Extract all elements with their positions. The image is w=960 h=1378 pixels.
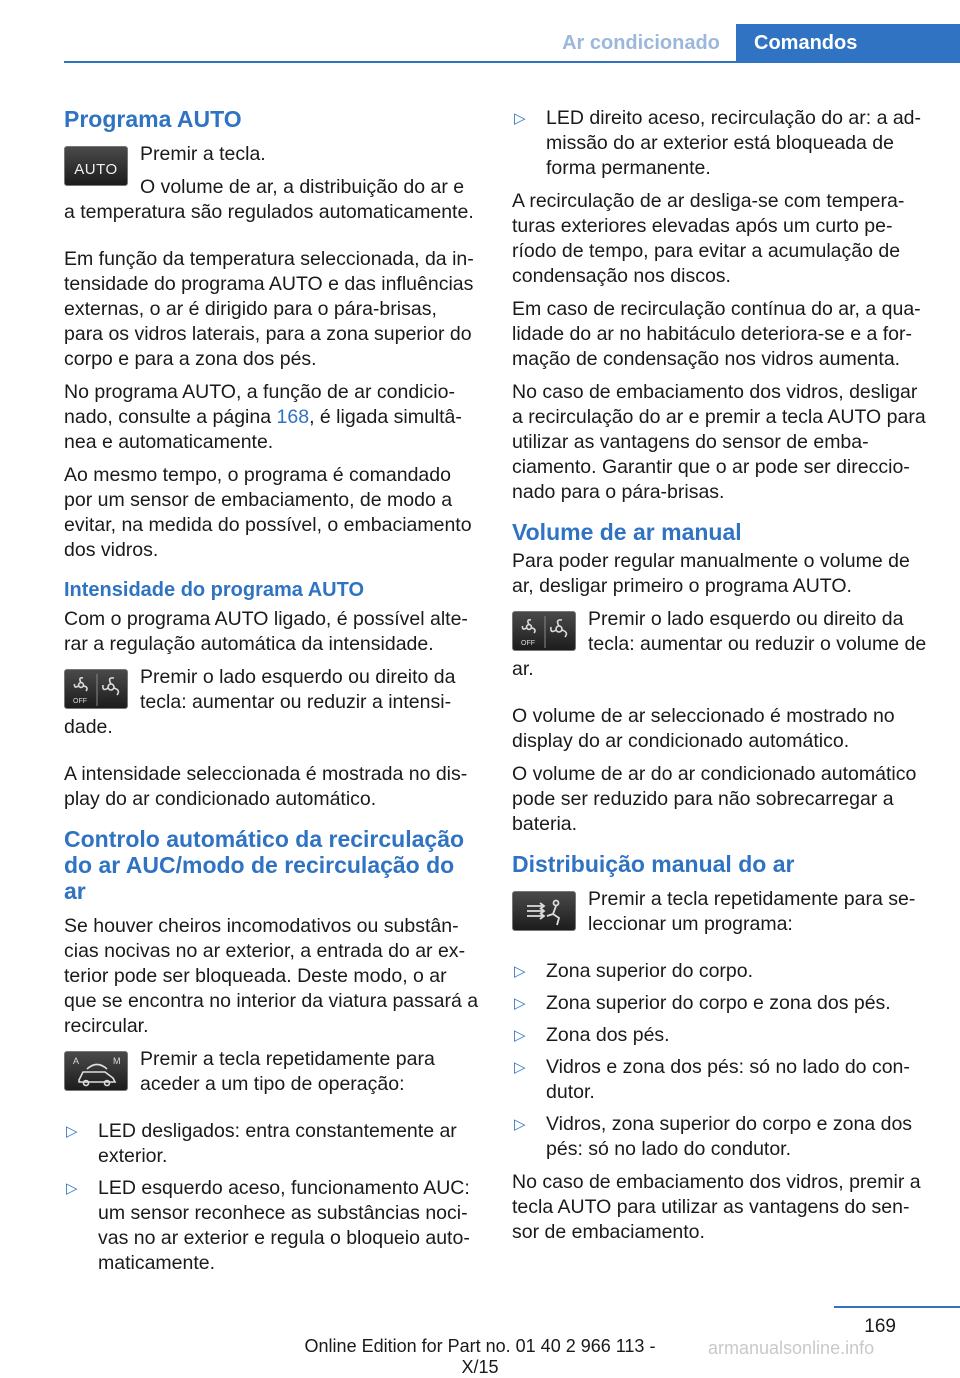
page-number: 169 (864, 1316, 896, 1337)
edition-footer: Online Edition for Part no. 01 40 2 966 113 - X/15 (304, 1336, 656, 1377)
auto-key-row (64, 142, 480, 233)
list-item: ▷ LED desligados: entra constantemente ar exterior. (66, 1120, 457, 1167)
list-marker-icon: ▷ (514, 110, 526, 127)
volume-intro: Para poder regular manualmente o volume de ar, desligar primeiro o programa AUTO. (512, 550, 910, 597)
auto-paragraph-sensor: Ao mesmo tempo, o programa é comandado por um sensor de embaciamento, de modo a evitar, na medida do possível, o embaciamento dos vidros. (64, 464, 472, 561)
list-item: ▷ Vidros e zona dos pés: só no lado do condutor. (514, 1056, 910, 1103)
list-item: ▷ Zona superior do corpo e zona dos pés. (514, 992, 891, 1014)
recirculation-fogging-note: No caso de embaciamento dos vidros, desligar a recirculação do ar e premir a tecla AUTO para utilizar as vantagens do sensor de embaciamento. Garantir que o ar pode ser direccionado para o pára-brisas. (512, 381, 926, 503)
list-marker-icon: ▷ (514, 1116, 526, 1133)
recirculation-quality-note: Em caso de recirculação contínua do ar, a qualidade do ar no habitáculo deteriora-se e a formação de condensação nos vidros aumenta. (512, 298, 921, 370)
heading-auto-intensity: Intensidade do programa AUTO (64, 579, 365, 601)
recirculation-key-icon (64, 1051, 128, 1091)
auto-paragraph-ac: No programa AUTO, a função de ar condicionado, consulte a página 168, é ligada simultânea e automaticamente. (64, 381, 462, 453)
svg-text:OFF: OFF (521, 640, 535, 647)
heading-manual-air-distribution: Distribuição manual do ar (512, 851, 795, 877)
list-marker-icon: ▷ (514, 995, 526, 1012)
distribution-key-instruction: Premir a tecla repetidamente para seleccionar um programa: (588, 888, 916, 935)
watermark: armanualsonline.info (708, 1338, 875, 1358)
right-column (512, 100, 928, 1253)
recirculation-key-instruction: Premir a tecla repetidamente para aceder a um tipo de operação: (140, 1048, 435, 1095)
list-item: ▷ LED esquerdo aceso, funcionamento AUC: um sensor reconhece as substâncias nocivas no ar exterior e regula o bloqueio automaticamente. (66, 1177, 470, 1274)
list-marker-icon: ▷ (66, 1180, 78, 1197)
distribution-program-list (512, 959, 928, 1162)
heading-recirculation: Controlo automático da recirculação do ar AUC/modo de recirculação do ar (64, 826, 465, 904)
heading-manual-air-volume: Volume de ar manual (512, 519, 742, 545)
heading-auto-program: Programa AUTO (64, 106, 242, 132)
distribution-key-row (512, 887, 928, 945)
distribution-fogging-note: No caso de embaciamento dos vidros, premir a tecla AUTO para utilizar as vantagens do sensor de embaciamento. (512, 1171, 921, 1243)
air-distribution-key-icon (512, 891, 576, 931)
left-column (64, 100, 480, 1284)
recirculation-mode-list-continued (512, 106, 928, 181)
header-chapter-tab: Comandos (736, 24, 960, 62)
list-item: ▷ Zona dos pés. (514, 1024, 670, 1046)
volume-key-instruction: Premir o lado esquerdo ou direito da tecla: aumentar ou reduzir o volume de ar. (512, 608, 927, 680)
list-item: ▷ Zona superior do corpo. (514, 960, 754, 982)
recirculation-intro: Se houver cheiros incomodativos ou substâncias nocivas no ar exterior, a entrada do ar exterior pode ser bloqueada. Deste modo, o ar que se encontra no interior da viatura passará a recircular. (64, 915, 479, 1037)
recirculation-high-temp-note: A recirculação de ar desliga-se com temperaturas exteriores elevadas após um curto período de tempo, para evitar a acumulação de condensação nos discos. (512, 190, 905, 287)
intensity-display-note: A intensidade seleccionada é mostrada no display do ar condicionado automático. (64, 763, 468, 810)
intensity-key-instruction: Premir o lado esquerdo ou direito da tecla: aumentar ou reduzir a intensidade. (64, 666, 456, 738)
volume-battery-note: O volume de ar do ar condicionado automático pode ser reduzido para não sobrecarregar a bateria. (512, 763, 917, 835)
list-marker-icon: ▷ (514, 1027, 526, 1044)
intensity-key-row (64, 665, 480, 748)
list-item: ▷ Vidros, zona superior do corpo e zona dos pés: só no lado do condutor. (514, 1113, 913, 1160)
svg-text:A: A (73, 1056, 80, 1066)
svg-text:M: M (113, 1056, 121, 1066)
page-link-168[interactable]: 168 (276, 406, 310, 428)
auto-press-text: Premir a tecla. (140, 143, 266, 165)
auto-description: O volume de ar, a distribuição do ar e a temperatura são regulados automaticamente. (64, 176, 474, 223)
header-section-title: Ar condicionado (562, 31, 720, 54)
fan-rocker-key-icon (512, 611, 576, 651)
list-marker-icon: ▷ (514, 1059, 526, 1076)
header-rule (64, 61, 960, 63)
fan-rocker-key-icon (64, 669, 128, 709)
recirculation-mode-list (64, 1119, 480, 1276)
volume-key-row (512, 607, 928, 690)
list-marker-icon: ▷ (66, 1123, 78, 1140)
volume-display-note: O volume de ar seleccionado é mostrado no display do ar condicionado automático. (512, 705, 895, 752)
list-item: ▷ LED direito aceso, recirculação do ar: a admissão do ar exterior está bloqueada de forma permanente. (514, 107, 922, 179)
intensity-paragraph: Com o programa AUTO ligado, é possível alterar a regulação automática da intensidade. (64, 608, 468, 655)
auto-key-icon: AUTO (64, 146, 128, 186)
recirculation-key-row (64, 1047, 480, 1105)
svg-text:OFF: OFF (73, 698, 87, 705)
list-marker-icon: ▷ (514, 963, 526, 980)
footer-rule (834, 1306, 960, 1308)
auto-paragraph-direction: Em função da temperatura seleccionada, da intensidade do programa AUTO e das influências externas, o ar é dirigido para o pára-brisas, para os vidros laterais, para a zona superior do corpo e para a zona dos pés. (64, 248, 474, 370)
